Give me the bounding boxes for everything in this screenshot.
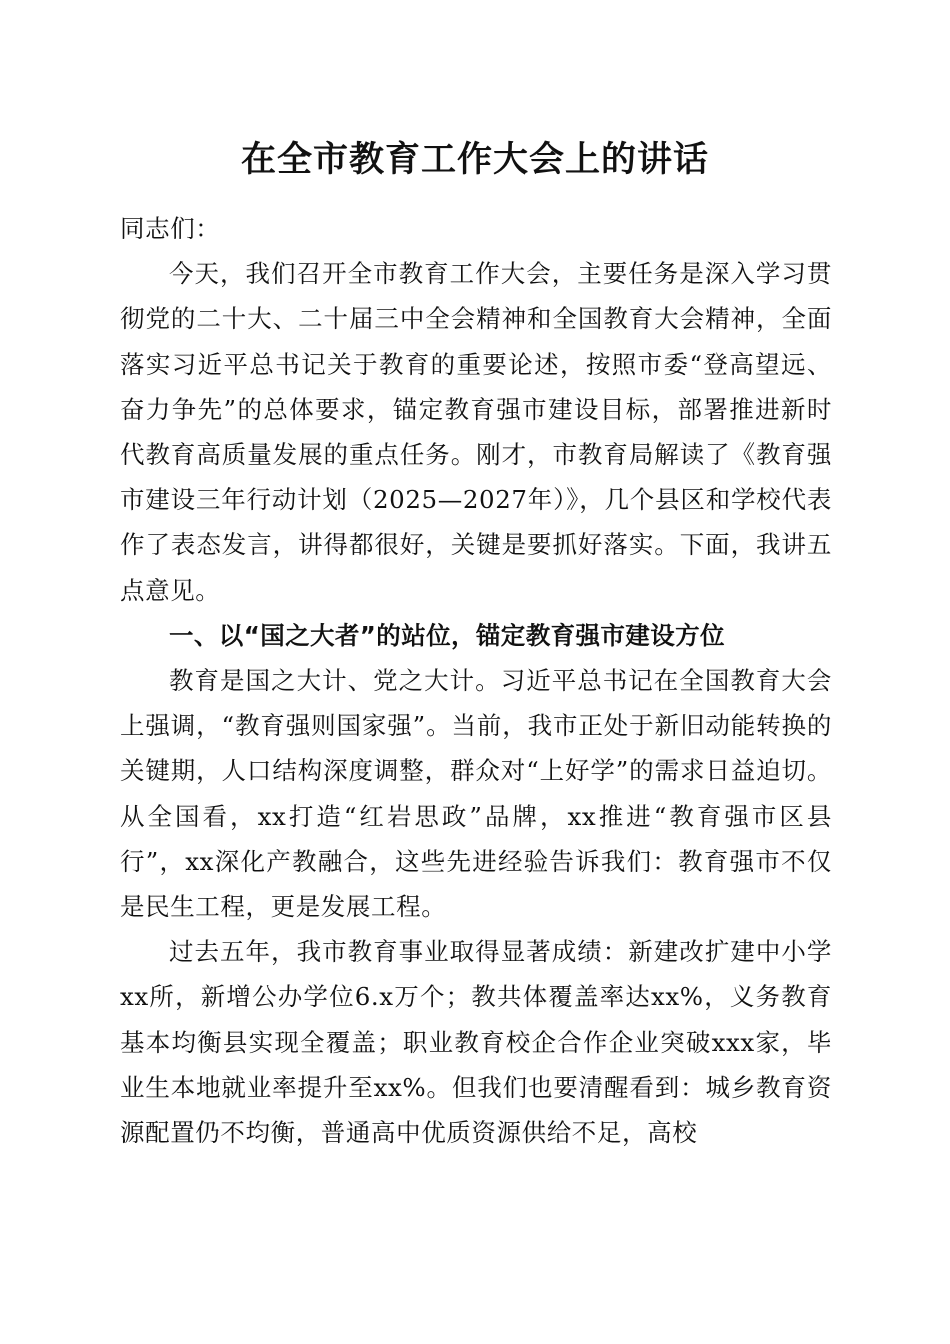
document-body xyxy=(120,206,832,1155)
salutation: 同志们： xyxy=(120,214,221,243)
section-heading-1: 一、以“国之大者”的站位，锚定教育强市建设方位 xyxy=(169,620,725,650)
section1-paragraph-2: 过去五年，我市教育事业取得显著成绩：新建改扩建中小学xx所，新增公办学位6.x万个；教共体覆盖率达xx%，义务教育基本均衡县实现全覆盖；职业教育校企合作企业突破xxx家，毕业生本地就业率提升至xx%。但我们也要清醒看到：城乡教育资源配置仍不均衡，普通高中优质资源供给不足，高校 xyxy=(120,937,832,1148)
intro-paragraph: 今天，我们召开全市教育工作大会，主要任务是深入学习贯彻党的二十大、二十届三中全会精神和全国教育大会精神，全面落实习近平总书记关于教育的重要论述，按照市委“登高望远、奋力争先”的总体要求，锚定教育强市建设目标，部署推进新时代教育高质量发展的重点任务。刚才，市教育局解读了《教育强市建设三年行动计划（2025—2027年）》，几个县区和学校代表作了表态发言，讲得都很好，关键是要抓好落实。下面，我讲五点意见。 xyxy=(120,259,832,605)
section1-paragraph-1: 教育是国之大计、党之大计。习近平总书记在全国教育大会上强调，“教育强则国家强”。当前，我市正处于新旧动能转换的关键期，人口结构深度调整，群众对“上好学”的需求日益迫切。从全国看，xx打造“红岩思政”品牌，xx推进“教育强市区县行”，xx深化产教融合，这些先进经验告诉我们：教育强市不仅是民生工程，更是发展工程。 xyxy=(120,666,832,922)
document-title: 在全市教育工作大会上的讲话 xyxy=(240,139,709,180)
